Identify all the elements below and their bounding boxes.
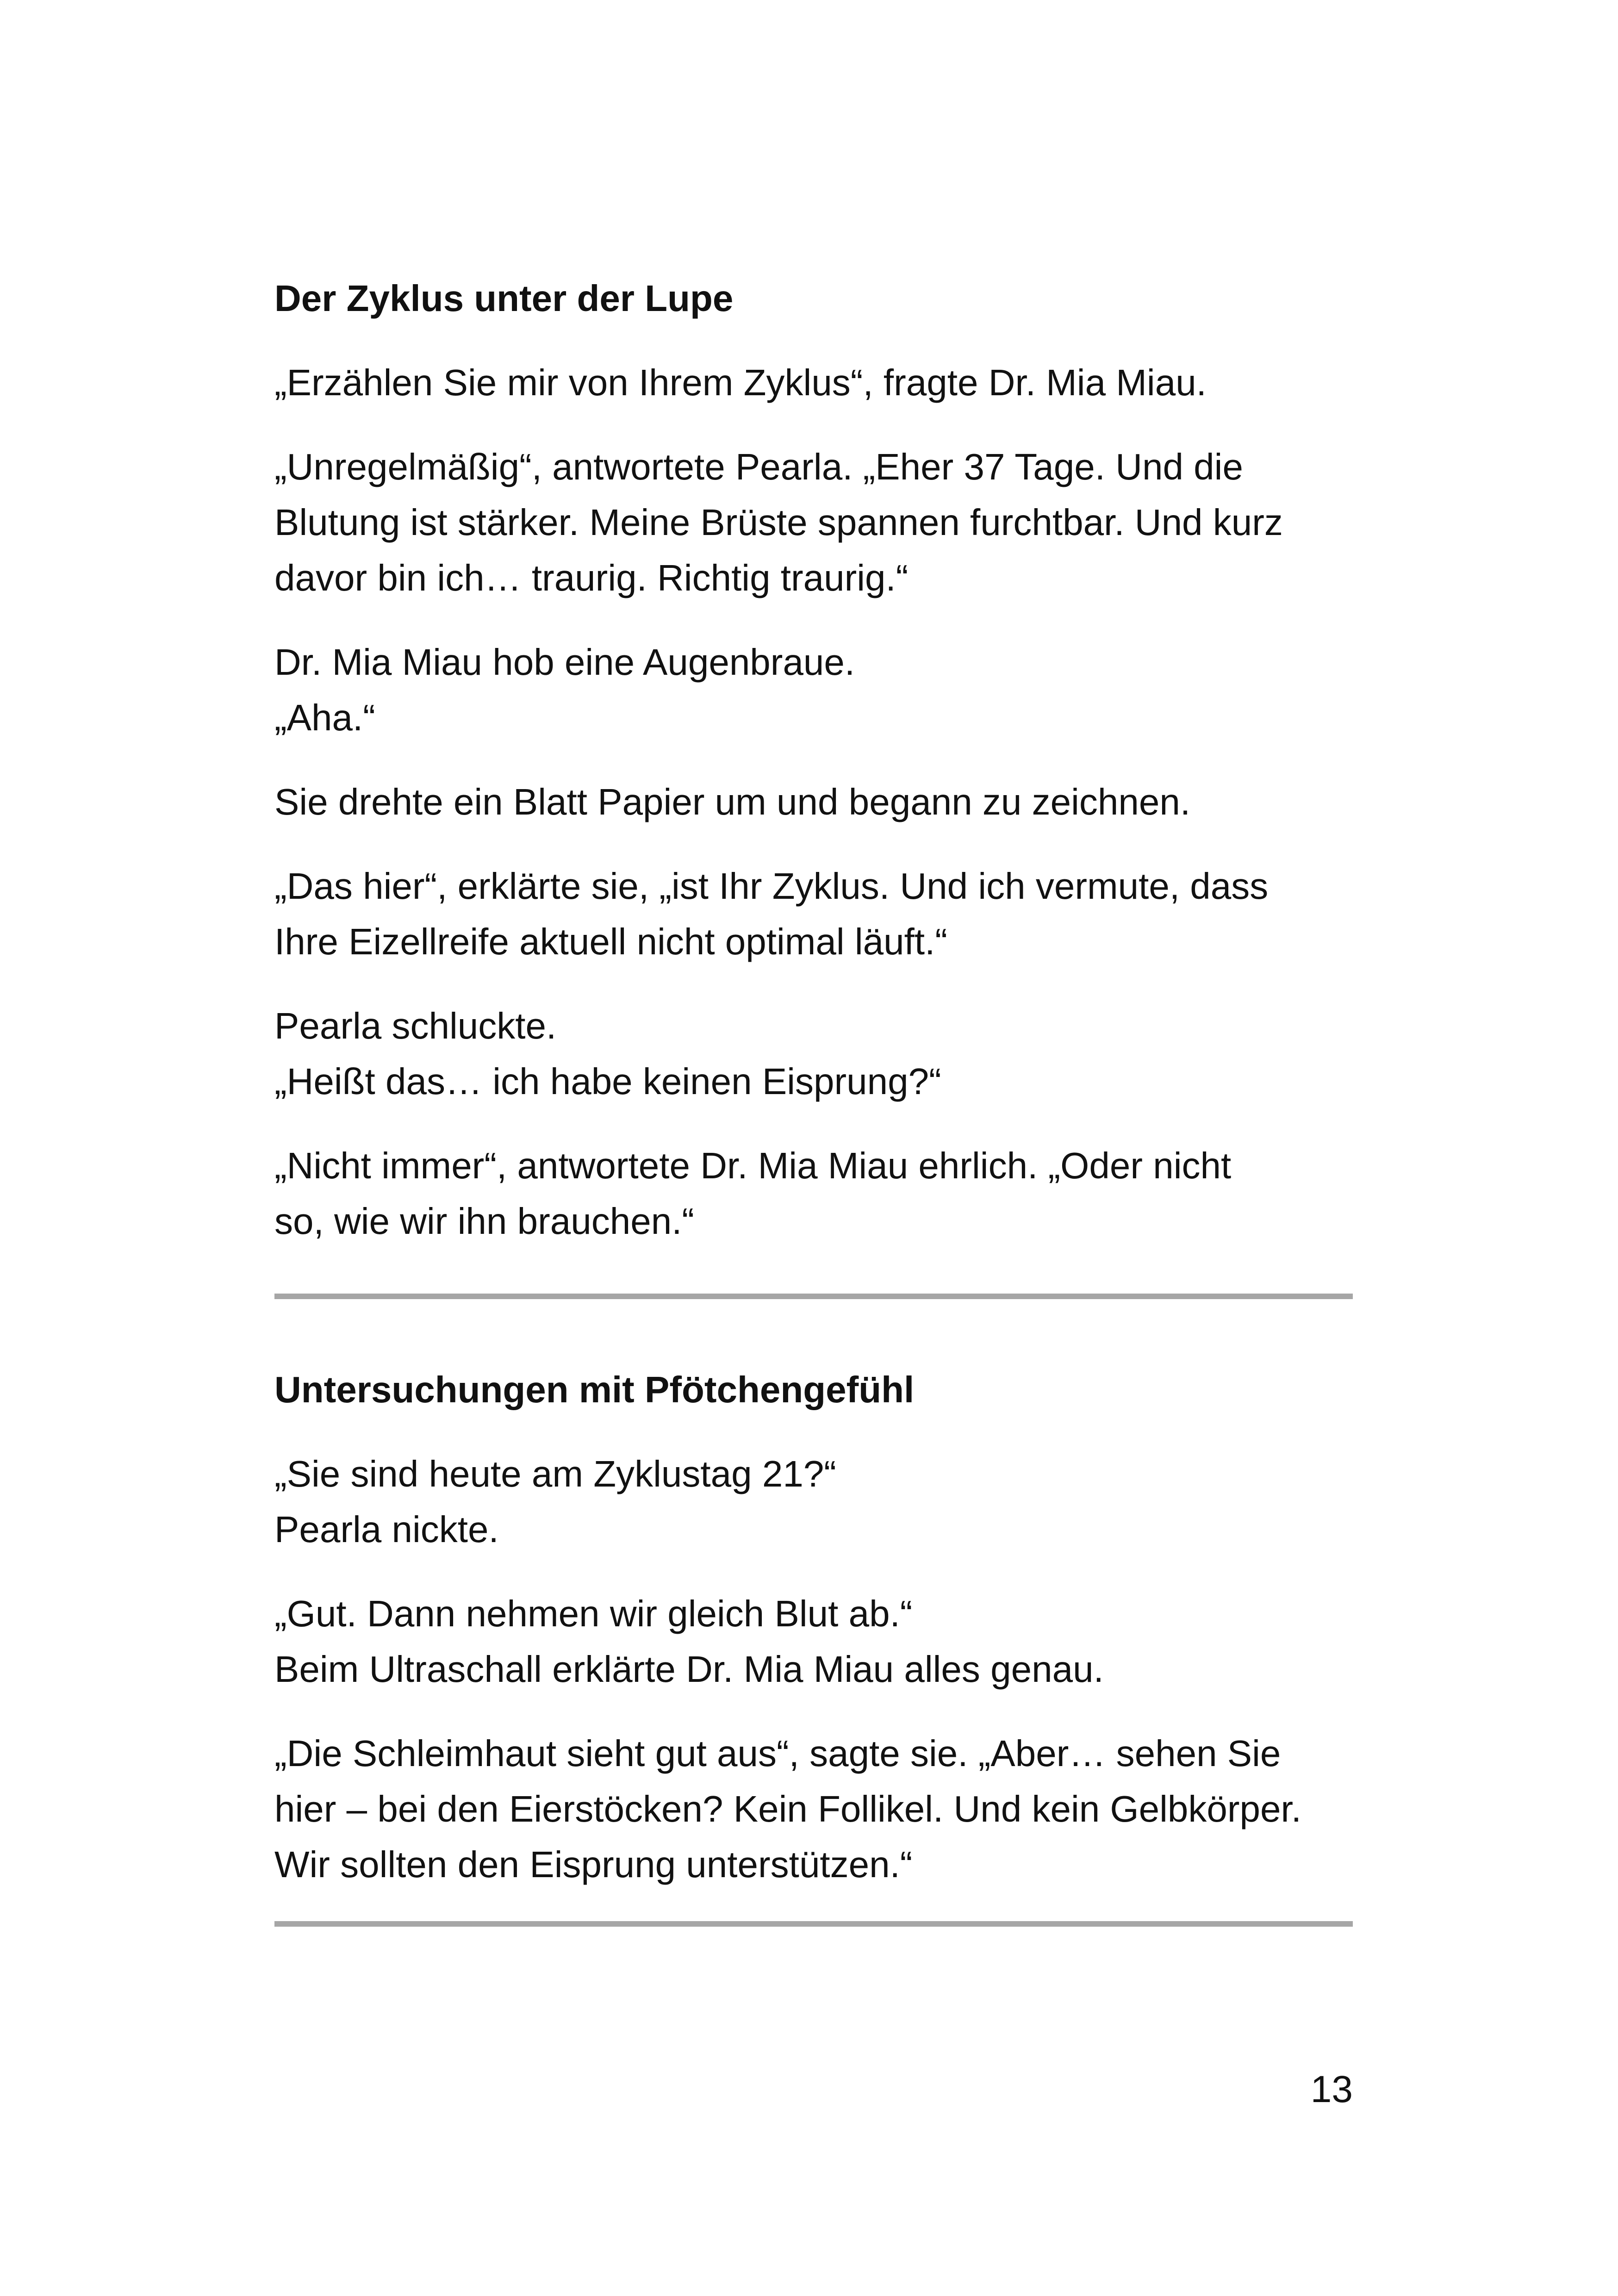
paragraph: „Die Schleimhaut sieht gut aus“, sagte sie. „Aber… sehen Sie hier – bei den Eierstöcken? Kein Follikel. Und kein Gelbkörper. Wir sollten den Eisprung unterstützen.“ (274, 1733, 1301, 1885)
paragraph: „Erzählen Sie mir von Ihrem Zyklus“, fragte Dr. Mia Miau. (274, 362, 1207, 403)
section-title-zyklus: Der Zyklus unter der Lupe (274, 278, 734, 319)
page-content (274, 271, 1353, 1927)
paragraph: „Gut. Dann nehmen wir gleich Blut ab.“ Beim Ultraschall erklärte Dr. Mia Miau alles genau. (274, 1593, 1104, 1690)
paragraph: Pearla schluckte. „Heißt das… ich habe keinen Eisprung?“ (274, 1005, 941, 1102)
paragraph: „Sie sind heute am Zyklustag 21?“ Pearla nickte. (274, 1453, 836, 1550)
paragraph: „Nicht immer“, antwortete Dr. Mia Miau ehrlich. „Oder nicht so, wie wir ihn brauchen.“ (274, 1145, 1232, 1242)
paragraph: „Unregelmäßig“, antwortete Pearla. „Eher 37 Tage. Und die Blutung ist stärker. Meine Brüste spannen furchtbar. Und kurz davor bin ich… traurig. Richtig traurig.“ (274, 446, 1283, 598)
paragraph: Dr. Mia Miau hob eine Augenbraue. „Aha.“ (274, 641, 855, 738)
section-divider (274, 1294, 1353, 1299)
section-title-untersuchungen: Untersuchungen mit Pfötchengefühl (274, 1369, 915, 1410)
section-divider (274, 1921, 1353, 1927)
paragraph: „Das hier“, erklärte sie, „ist Ihr Zyklus. Und ich vermute, dass Ihre Eizellreife aktuell nicht optimal läuft.“ (274, 865, 1269, 962)
page-number: 13 (1310, 2068, 1353, 2110)
paragraph: Sie drehte ein Blatt Papier um und begann zu zeichnen. (274, 781, 1191, 822)
